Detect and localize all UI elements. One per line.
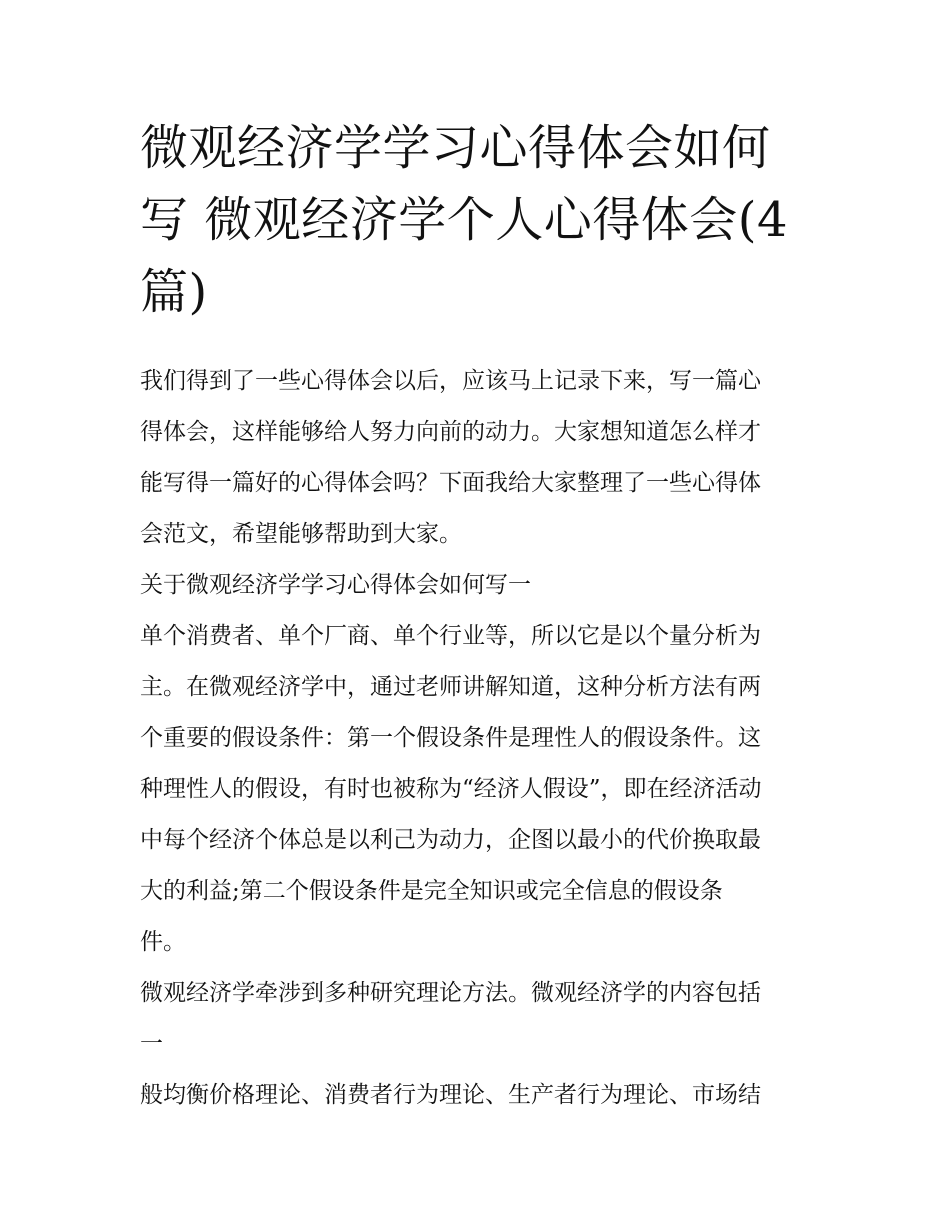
title-line: 微观经济学学习心得体会如何 <box>140 120 771 176</box>
intro-line: 会范文，希望能够帮助到大家。 <box>140 521 462 547</box>
paragraph-line: 一 <box>140 1031 163 1057</box>
paragraph-line: 个重要的假设条件：第一个假设条件是理性人的假设条件。这 <box>140 725 761 751</box>
title-line: 篇) <box>140 264 208 320</box>
paragraph-line: 中每个经济个体总是以利己为动力，企图以最小的代价换取最 <box>140 827 761 853</box>
document-body <box>140 356 830 1121</box>
intro-line: 能写得一篇好的心得体会吗？下面我给大家整理了一些心得体 <box>140 470 761 496</box>
intro-line: 我们得到了一些心得体会以后，应该马上记录下来，写一篇心 <box>140 368 761 394</box>
paragraph-line: 单个消费者、单个厂商、单个行业等，所以它是以个量分析为 <box>140 623 761 649</box>
section-heading: 关于微观经济学学习心得体会如何写一 <box>140 572 531 598</box>
paragraph-line: 件。 <box>140 929 186 955</box>
paragraph-line: 主。在微观经济学中，通过老师讲解知道，这种分析方法有两 <box>140 674 761 700</box>
document-title <box>140 112 830 328</box>
title-line: 写 微观经济学个人心得体会(4 <box>140 192 789 248</box>
intro-line: 得体会，这样能够给人努力向前的动力。大家想知道怎么样才 <box>140 419 761 445</box>
paragraph-line: 般均衡价格理论、消费者行为理论、生产者行为理论、市场结 <box>140 1082 761 1108</box>
paragraph-line: 微观经济学牵涉到多种研究理论方法。微观经济学的内容包括 <box>140 980 761 1006</box>
paragraph-line: 大的利益;第二个假设条件是完全知识或完全信息的假设条 <box>140 878 723 904</box>
paragraph-line: 种理性人的假设，有时也被称为“经济人假设”，即在经济活动 <box>140 776 762 802</box>
